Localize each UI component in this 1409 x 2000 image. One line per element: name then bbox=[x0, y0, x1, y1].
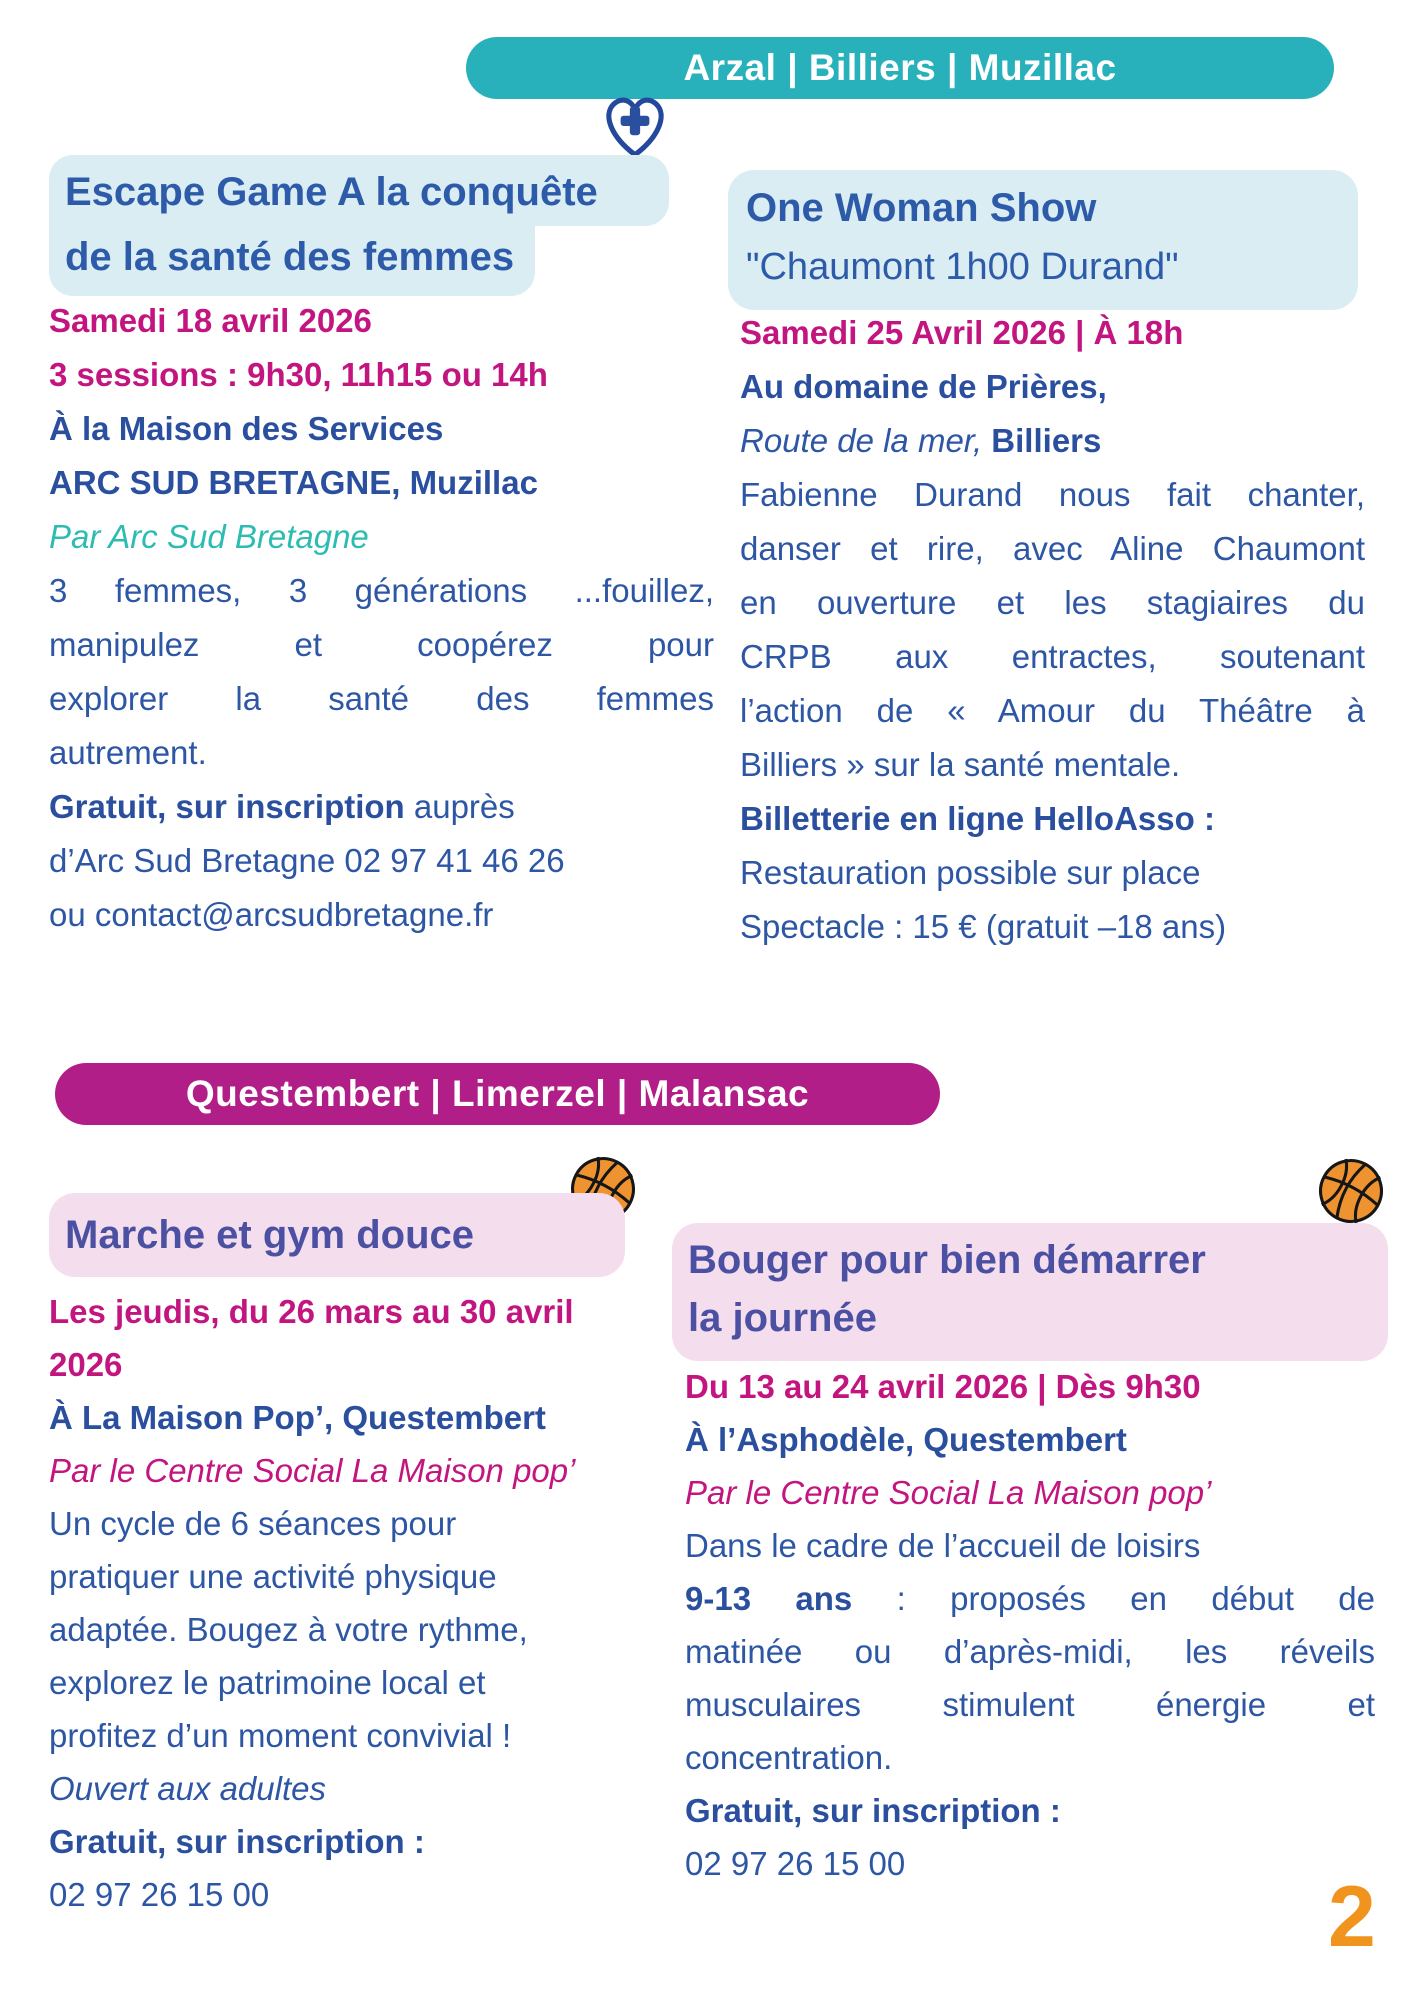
event-description-line: Un cycle de 6 séances pour bbox=[49, 1505, 457, 1542]
event-details-bouger bbox=[685, 1360, 1375, 1890]
event-description-line: musculaires stimulent énergie et bbox=[685, 1686, 1375, 1723]
event-title-line2: la journée bbox=[688, 1296, 877, 1340]
event-description-line: danser et rire, avec Aline Chaumont bbox=[740, 530, 1365, 567]
banner-arzal-billiers-muzillac: Arzal | Billiers | Muzillac bbox=[466, 37, 1334, 99]
event-date: Samedi 18 avril 2026 bbox=[49, 302, 372, 339]
event-title-escape-game-line2: de la santé des femmes bbox=[49, 226, 535, 296]
event-location-line2: ARC SUD BRETAGNE, Muzillac bbox=[49, 464, 538, 501]
event-title-line1: Bouger pour bien démarrer bbox=[688, 1238, 1206, 1282]
event-description-line: Billiers » sur la santé mentale. bbox=[740, 746, 1181, 783]
event-location-line1: Au domaine de Prières, bbox=[740, 368, 1107, 405]
event-description-line: 9-13 ans : proposés en début de bbox=[685, 1580, 1375, 1617]
event-description-line: autrement. bbox=[49, 734, 207, 771]
event-description-line: adaptée. Bougez à votre rythme, bbox=[49, 1611, 528, 1648]
event-description-line: en ouverture et les stagiaires du bbox=[740, 584, 1365, 621]
event-registration-phone: d’Arc Sud Bretagne 02 97 41 46 26 bbox=[49, 842, 565, 879]
event-details-escape-game bbox=[49, 294, 714, 942]
event-description-line: 3 femmes, 3 générations ...fouillez, bbox=[49, 572, 714, 609]
event-description-line: explorez le patrimoine local et bbox=[49, 1664, 486, 1701]
event-description-line: Fabienne Durand nous fait chanter, bbox=[740, 476, 1365, 513]
event-phone: 02 97 26 15 00 bbox=[49, 1876, 270, 1913]
event-date: Du 13 au 24 avril 2026 | Dès 9h30 bbox=[685, 1368, 1201, 1405]
event-organizer: Par Arc Sud Bretagne bbox=[49, 518, 369, 555]
event-title-escape-game-line1: Escape Game A la conquête bbox=[49, 155, 669, 226]
event-description-line: matinée ou d’après-midi, les réveils bbox=[685, 1633, 1375, 1670]
event-info-line2: Spectacle : 15 € (gratuit –18 ans) bbox=[740, 908, 1227, 945]
heart-plus-icon bbox=[598, 90, 672, 164]
event-description-line: l’action de « Amour du Théâtre à bbox=[740, 692, 1365, 729]
registration-label: Gratuit, sur inscription bbox=[49, 788, 405, 825]
banner-questembert-limerzel-malansac: Questembert | Limerzel | Malansac bbox=[55, 1063, 940, 1125]
event-info-line1: Restauration possible sur place bbox=[740, 854, 1201, 891]
event-description-line: pratiquer une activité physique bbox=[49, 1558, 497, 1595]
event-location-line2: Route de la mer, Billiers bbox=[740, 422, 1102, 459]
event-date-line1: Les jeudis, du 26 mars au 30 avril bbox=[49, 1293, 574, 1330]
event-location: À La Maison Pop’, Questembert bbox=[49, 1399, 546, 1436]
event-description-line: concentration. bbox=[685, 1739, 893, 1776]
event-title-line2: "Chaumont 1h00 Durand" bbox=[746, 246, 1179, 288]
event-sessions: 3 sessions : 9h30, 11h15 ou 14h bbox=[49, 356, 548, 393]
event-details-marche-gym bbox=[49, 1285, 629, 1921]
event-location-line1: À la Maison des Services bbox=[49, 410, 444, 447]
event-date: Samedi 25 Avril 2026 | À 18h bbox=[740, 314, 1184, 351]
event-location: À l’Asphodèle, Questembert bbox=[685, 1421, 1127, 1458]
event-description-line: manipulez et coopérez pour bbox=[49, 626, 714, 663]
event-description-line: CRPB aux entractes, soutenant bbox=[740, 638, 1365, 675]
event-title-bouger bbox=[672, 1223, 1388, 1361]
event-registration-email: ou contact@arcsudbretagne.fr bbox=[49, 896, 494, 933]
event-context: Dans le cadre de l’accueil de loisirs bbox=[685, 1527, 1201, 1564]
event-organizer: Par le Centre Social La Maison pop’ bbox=[49, 1452, 576, 1489]
event-ticketing: Billetterie en ligne HelloAsso : bbox=[740, 800, 1215, 837]
event-registration: Gratuit, sur inscription : bbox=[49, 1823, 425, 1860]
page-number: 2 bbox=[1328, 1869, 1376, 1965]
event-registration: Gratuit, sur inscription : bbox=[685, 1792, 1061, 1829]
event-date-line2: 2026 bbox=[49, 1346, 123, 1383]
event-title-line1: One Woman Show bbox=[746, 186, 1097, 230]
event-phone: 02 97 26 15 00 bbox=[685, 1845, 906, 1882]
event-description-line: profitez d’un moment convivial ! bbox=[49, 1717, 512, 1754]
event-audience: Ouvert aux adultes bbox=[49, 1770, 326, 1807]
event-registration-line1: Gratuit, sur inscription auprès bbox=[49, 788, 515, 825]
event-organizer: Par le Centre Social La Maison pop’ bbox=[685, 1474, 1212, 1511]
event-details-one-woman-show bbox=[740, 306, 1365, 954]
event-title-marche-gym: Marche et gym douce bbox=[49, 1193, 625, 1277]
event-title-one-woman-show bbox=[728, 170, 1358, 310]
event-description-line: explorer la santé des femmes bbox=[49, 680, 714, 717]
